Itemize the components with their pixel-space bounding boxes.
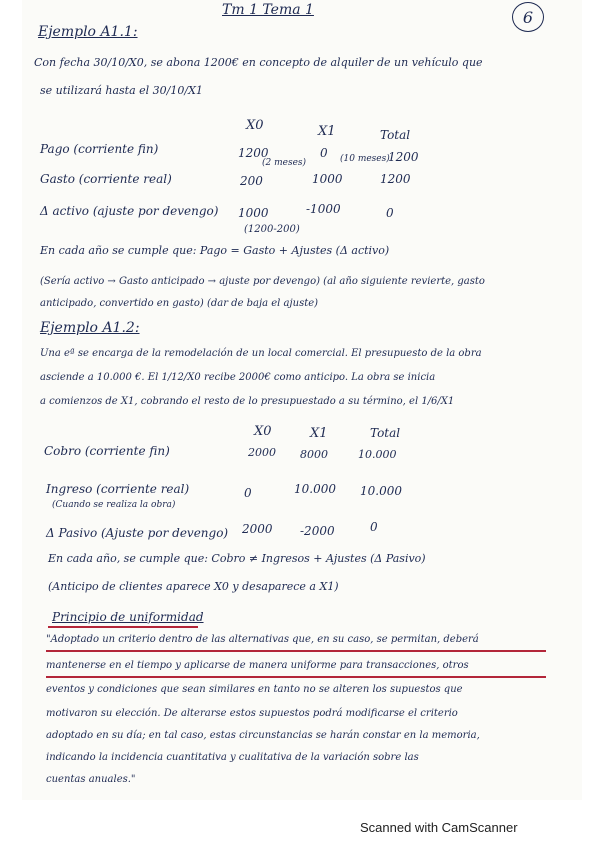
ex2-row1-total: 10.000: [358, 448, 397, 461]
example-a11-title: Ejemplo A1.1:: [38, 24, 138, 40]
ex2-row1-x1: 8000: [300, 448, 328, 461]
principle-title-underline: [48, 626, 198, 628]
ex1-col-total: Total: [380, 128, 411, 142]
ex2-row3-x1: -2000: [300, 524, 335, 538]
ex1-row1-x0: 1200: [238, 146, 269, 160]
principle-line6: indicando la incidencia cuantitativa y cualitativa de la variación sobre las: [46, 752, 419, 763]
ex2-row3-label: Δ Pasivo (Ajuste por devengo): [46, 526, 229, 540]
principle-underline-2: [46, 676, 546, 678]
ex1-row2-label: Gasto (corriente real): [40, 172, 172, 186]
ex2-col-total: Total: [370, 426, 401, 440]
ex2-row3-total: 0: [370, 520, 378, 534]
example-a12-line3: a comienzos de X1, cobrando el resto de lo presupuestado a su término, el 1/6/X1: [40, 396, 455, 407]
ex2-row2-total: 10.000: [360, 484, 402, 498]
ex1-row1-total: 1200: [388, 150, 419, 164]
ex2-col-x0: X0: [254, 424, 272, 439]
ex1-note1: (Sería activo → Gasto anticipado → ajuste por devengo) (al año siguiente revierte, gasto: [40, 276, 485, 287]
ex2-note: (Anticipo de clientes aparece X0 y desaparece a X1): [48, 580, 339, 593]
ex1-row1-x1: 0: [320, 146, 328, 160]
ex1-row3-sub: (1200-200): [244, 224, 300, 235]
principle-line1: "Adoptado un criterio dentro de las alternativas que, en su caso, se permitan, deberá: [46, 634, 479, 645]
principle-line3: eventos y condiciones que sean similares en tanto no se alteren los supuestos que: [46, 684, 463, 695]
principle-line4: motivaron su elección. De alterarse estos supuestos podrá modificarse el criterio: [46, 708, 458, 719]
principle-line7: cuentas anuales.": [46, 774, 136, 785]
ex2-row1-label: Cobro (corriente fin): [44, 444, 170, 458]
example-a12-title: Ejemplo A1.2:: [40, 320, 140, 336]
ex2-summary: En cada año, se cumple que: Cobro ≠ Ingresos + Ajustes (Δ Pasivo): [48, 552, 426, 565]
principle-title: Principio de uniformidad: [52, 610, 204, 624]
ex2-row1-x0: 2000: [248, 446, 276, 459]
page-number-circle: [512, 2, 544, 32]
ex1-row2-x0: 200: [240, 174, 263, 188]
ex2-row2-sub: (Cuando se realiza la obra): [52, 500, 176, 510]
ex1-note2: anticipado, convertido en gasto) (dar de baja el ajuste): [40, 298, 319, 309]
ex1-summary: En cada año se cumple que: Pago = Gasto + Ajustes (Δ activo): [40, 244, 390, 257]
example-a11-line1: Con fecha 30/10/X0, se abona 1200€ en concepto de alquiler de un vehículo que: [34, 56, 483, 69]
principle-line2: mantenerse en el tiempo y aplicarse de manera uniforme para transacciones, otros: [46, 660, 469, 671]
ex2-row3-x0: 2000: [242, 522, 273, 536]
ex1-note-2-meses: (2 meses): [262, 158, 307, 168]
ex1-col-x1: X1: [318, 124, 336, 139]
ex1-row1-label: Pago (corriente fin): [40, 142, 159, 156]
ex2-row2-x1: 10.000: [294, 482, 336, 496]
ex1-col-x0: X0: [246, 118, 264, 133]
ex1-note-10-meses: (10 meses): [340, 154, 390, 164]
page-number: 6: [522, 7, 534, 27]
example-a12-line1: Una eª se encarga de la remodelación de un local comercial. El presupuesto de la obra: [40, 348, 482, 359]
ex1-row2-total: 1200: [380, 172, 411, 186]
ex1-row3-label: Δ activo (ajuste por devengo): [40, 204, 219, 218]
ex1-row3-x0: 1000: [238, 206, 269, 220]
page-header-title: Tm 1 Tema 1: [222, 2, 314, 18]
principle-underline-1: [46, 650, 546, 652]
ex1-row3-total: 0: [386, 206, 394, 220]
ex1-row3-x1: -1000: [306, 202, 341, 216]
ex1-row2-x1: 1000: [312, 172, 343, 186]
example-a12-line2: asciende a 10.000 €. El 1/12/X0 recibe 2000€ como anticipo. La obra se inicia: [40, 372, 436, 383]
ex2-row2-x0: 0: [244, 486, 252, 500]
principle-line5: adoptado en su día; en tal caso, estas circunstancias se harán constar en la memoria,: [46, 730, 480, 741]
ex2-col-x1: X1: [310, 426, 328, 441]
scanner-watermark: Scanned with CamScanner: [360, 820, 518, 835]
example-a11-line2: se utilizará hasta el 30/10/X1: [40, 84, 203, 97]
ex2-row2-label: Ingreso (corriente real): [46, 482, 190, 496]
